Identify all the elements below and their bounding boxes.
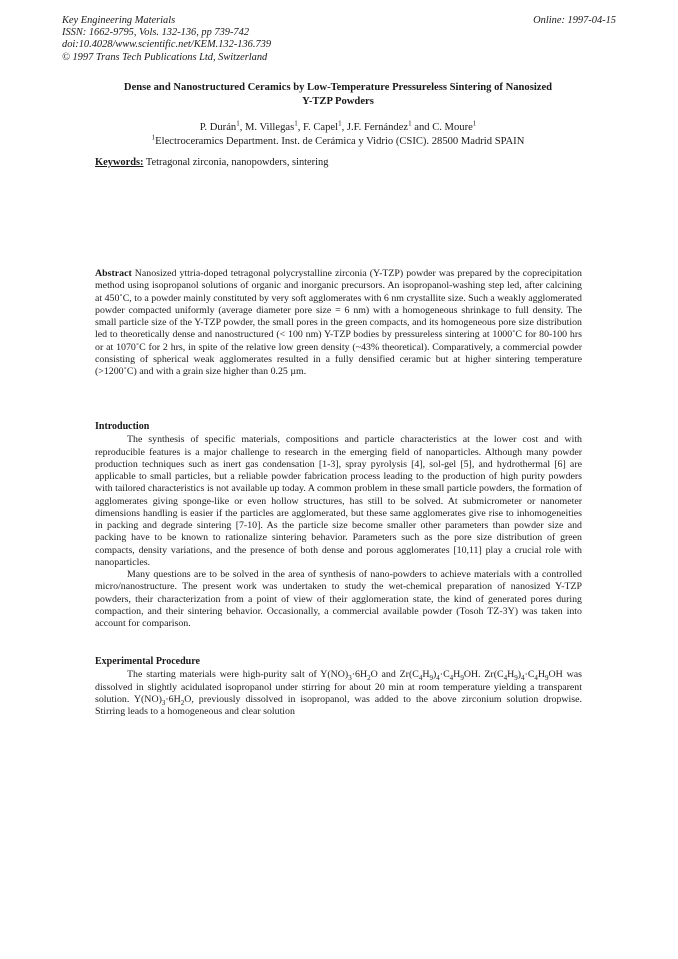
author-block: [95, 121, 581, 148]
experimental-section: [95, 656, 582, 718]
author-1: P. Durán: [199, 122, 237, 133]
abstract-section: [95, 268, 582, 378]
introduction-section: [95, 421, 582, 630]
author-2: M. Villegas: [245, 122, 295, 133]
journal-name: Key Engineering Materials: [62, 15, 176, 26]
intro-paragraph-1: The synthesis of specific materials, compositions and particle characteristics at the lower cost and with reproducible features is a major challenge to research in the emerging field of nanoparticles. Although many powder production techniques such as inert gas condensation [1-3], spray pyrolysis [4], sol-gel [5], and hydrothermal [6] are applicable to small particles, but a reliable powder fabrication process leading to the production of high purity powders with tailored characteristics is not available up today. A common problem in these small particle powders, the formation of agglomerates giving sponge-like or even hollow structures, has still to be solved. At submicrometer or nanometer dimensions handling is easier if the particles are agglomerated, but these same agglomerates give rise to inhomogeneities in packing and degrade sintering [7-10]. As the particle size become smaller other parameters than powder size and packing have to be known to rationalize sintering behavior. Parameters such as the pore size distribution of green compacts, density variations, and the presence of both dense and porous agglomerates [10,11] play a crucial role with nanoparticles.: [95, 434, 582, 568]
author-4: J.F. Fernández: [346, 122, 409, 133]
experimental-paragraph: The starting materials were high-purity salt of $Y(NO)_3\cdot 6H_2O$ and $Zr(C_4H_9)_4\cdot C_4H_9OH$. $Zr(C_4H_9)_4\cdot C_4H_9OH$ was dissolved in slightly acidulated isopropanol under stirring for about 20 min at room temperature yielding a transparent solution. $Y(NO)_3\cdot 6H_2O$, previously dissolved in isopropanol, was added to the above zirconium solution dropwise. Stirring leads to a homogeneous and clear solution: [95, 669, 583, 717]
experimental-heading: Experimental Procedure: [95, 656, 200, 667]
keywords-text: Tetragonal zirconia, nanopowders, sintering: [143, 157, 329, 168]
keywords-label: Keywords:: [95, 157, 144, 168]
doi-line: doi:10.4028/www.scientific.net/KEM.132-136.739: [62, 39, 272, 51]
abstract-paragraph: Abstract Nanosized yttria-doped tetragonal polycrystalline zirconia (Y-TZP) powder was prepared by the coprecipitation method using isopropanol solutions of organic and inorganic precursors. An isopropanol-washing step led, after calcining at 450˚C, to a powder mainly constituted by very soft agglomerates with 6 nm crystallite size. Such a weakly agglomerated powder compacted uniformly (average diameter pore size = 6 nm) with a homogeneous shrinkage to full density. The small particle size of the Y-TZP powder, the small pores in the green compacts, and its homogeneous pore size distribution led to theoretically dense and nanostructured (< 100 nm) Y-TZP bodies by pressureless sintering at 1000˚C for 80-100 hrs or at 1070˚C for 2 hrs, in spite of the relative low green density (~43% theoretical). Comparatively, a commercial powder consisting of spherical weak agglomerates resulted in a fully densified ceramic but at higher sintering temperature (>1200˚C) and with a grain size higher than 0.25 µm.: [95, 268, 582, 377]
title-line-1: Dense and Nanostructured Ceramics by Low-Temperature Pressureless Sintering of Nanosized: [123, 82, 553, 93]
paper-title: [95, 81, 581, 109]
keywords: [95, 157, 328, 168]
introduction-heading: Introduction: [95, 421, 150, 432]
author-5: C. Moure: [432, 122, 473, 133]
author-3: F. Capel: [303, 122, 339, 133]
intro-paragraph-2: Many questions are to be solved in the area of synthesis of nano-powders to achieve materials with a controlled micro/nanostructure. The present work was undertaken to study the wet-chemical preparation of nanosized Y-TZP powders, their characterization from a point of view of their agglomeration state, the kind of generated pores during compaction, and their sintering behavior. Occasionally, a commercial available powder (Tosoh TZ-3Y) was taken into account for comparison.: [95, 569, 582, 629]
issn-line: ISSN: 1662-9795, Vols. 132-136, pp 739-742: [62, 27, 250, 39]
author-list: P. Durán$^1$, M. Villegas$^1$, F. Capel$^1$, J.F. Fernández$^1$ and C. Moure$^1$: [199, 119, 477, 133]
abstract-label: Abstract: [95, 268, 132, 279]
online-date: Online: 1997-04-15: [533, 15, 616, 26]
publication-header: [62, 15, 616, 64]
affiliation: $^1$Electroceramics Department. Inst. de Cerámica y Vidrio (CSIC). 28500 Madrid SPAIN: [151, 133, 525, 147]
copyright-line: © 1997 Trans Tech Publications Ltd, Switzerland: [62, 51, 268, 63]
title-line-2: Y-TZP Powders: [302, 96, 374, 107]
